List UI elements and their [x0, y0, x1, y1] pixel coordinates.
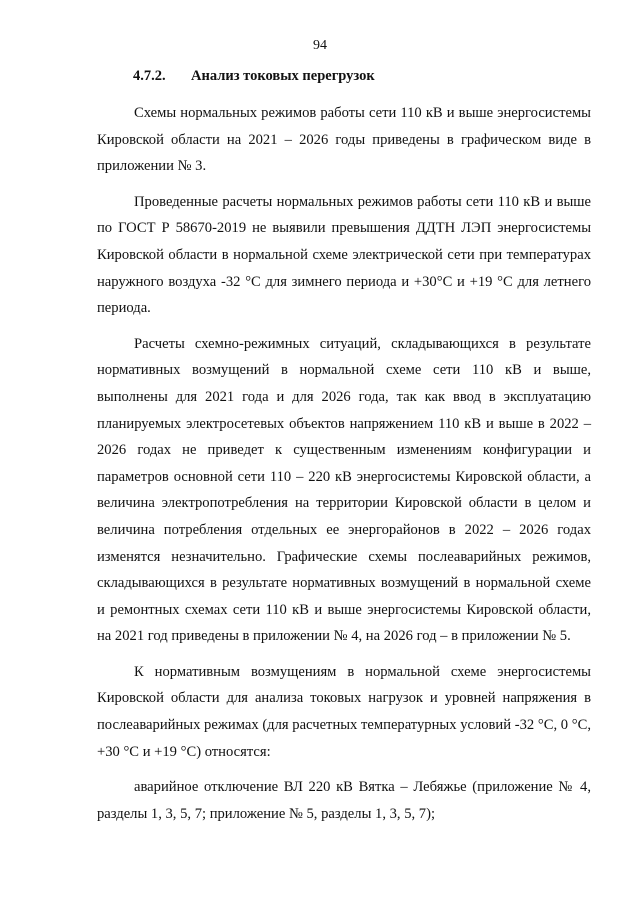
section-heading [133, 68, 375, 85]
paragraph-contingency-calculations: Расчеты схемно-режимных ситуаций, складывающихся в результате нормативных возмущений в нормальной схеме сети 110 кВ и выше, выполнены для 2021 года и для 2026 года, так как ввод в эксплуатацию планируемых электросетевых объектов напряжением 110 кВ и выше в 2022 – 2026 годах не приведет к существенным изменениям конфигурации и параметров основной сети 110 – 220 кВ энергосистемы Кировской области, а величина электропотребления на территории Кировской области в целом и величина потребления отдельных ее энергорайонов в 2022 – 2026 годах изменятся незначительно. Графические схемы послеаварийных режимов, складывающихся в результате нормативных возмущений в нормальной схеме и ремонтных схемах сети 110 кВ и выше энергосистемы Кировской области, на 2021 год приведены в приложении № 4, на 2026 год – в приложении № 5. [97, 335, 591, 645]
section-title: Анализ токовых перегрузок [191, 68, 375, 84]
paragraph-schemes: Схемы нормальных режимов работы сети 110 кВ и выше энергосистемы Кировской области на 2021 – 2026 годы приведены в графическом виде в приложении № 3. [97, 105, 591, 175]
section-number: 4.7.2. [133, 68, 166, 84]
paragraph-normal-modes: Проведенные расчеты нормальных режимов работы сети 110 кВ и выше по ГОСТ Р 58670-2019 не выявили превышения ДДТН ЛЭП энергосистемы Кировской области в нормальной схеме электрической сети при температурах наружного воздуха -32 °С для зимнего периода и +30°С и +19 °С для летнего периода. [97, 193, 591, 317]
paragraph-normative-disturbances: К нормативным возмущениям в нормальной схеме энергосистемы Кировской области для анализа токовых нагрузок и уровней напряжения в послеаварийных режимах (для расчетных температурных условий -32 °С, 0 °С, +30 °С и +19 °С) относятся: [97, 663, 591, 760]
paragraph-list-item: аварийное отключение ВЛ 220 кВ Вятка – Лебяжье (приложение № 4, разделы 1, 3, 5, 7; приложение № 5, разделы 1, 3, 5, 7); [97, 779, 591, 822]
body-text [97, 100, 591, 836]
page-number: 94 [313, 38, 327, 53]
